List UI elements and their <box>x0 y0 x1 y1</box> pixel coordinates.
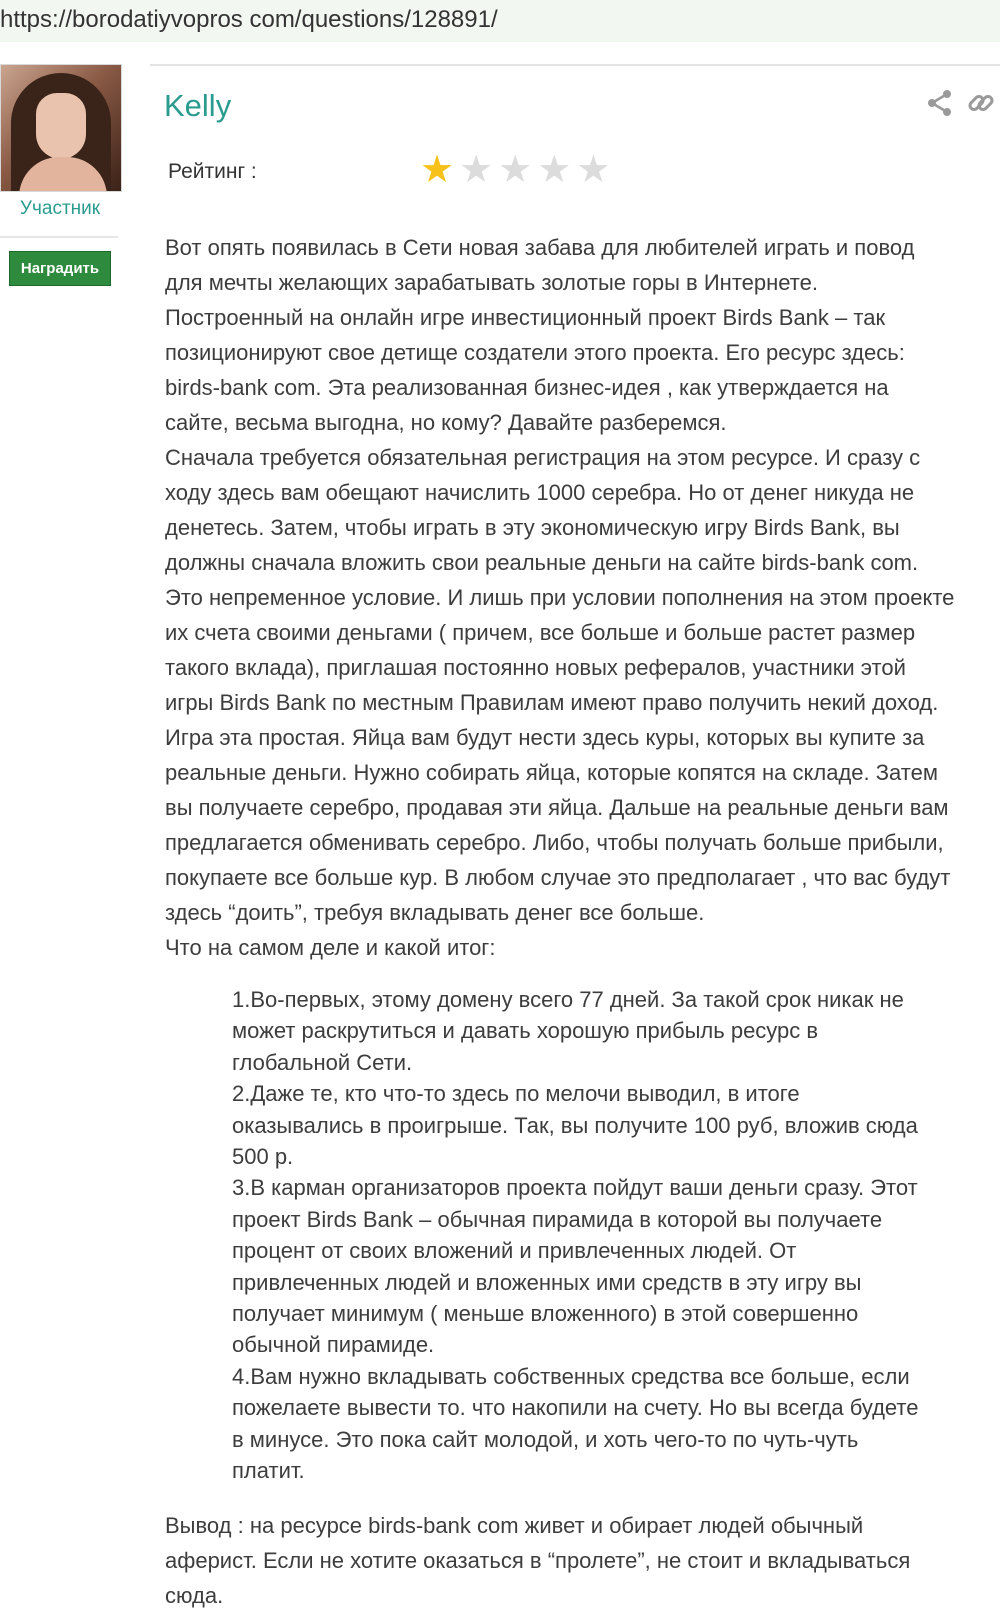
body-line: Сначала требуется обязательная регистрация на этом ресурсе. И сразу с <box>165 445 921 470</box>
body-line: их счета своими деньгами ( причем, все больше и больше растет размер <box>165 620 916 645</box>
body-line: такого вклада), приглашая постоянно новых рефералов, участники этой <box>165 655 906 680</box>
body-line: должны сначала вложить свои реальные деньги на сайте birds-bank com. <box>165 550 919 575</box>
star-icon[interactable]: ★ <box>576 149 611 191</box>
link-icon[interactable] <box>966 88 996 118</box>
body-line: предлагается обменивать серебро. Либо, чтобы получать больше прибыли, <box>165 830 944 855</box>
reward-button[interactable]: Наградить <box>9 251 111 286</box>
body-line: Это непременное условие. И лишь при условии пополнения на этом проекте <box>165 585 955 610</box>
share-icon[interactable] <box>925 88 955 118</box>
star-icon[interactable]: ★ <box>459 149 494 191</box>
body-line: игры Birds Bank по местным Правилам имеют право получить некий доход. <box>165 690 939 715</box>
list-line: получает минимум ( меньше вложенного) в этой совершенно <box>232 1301 859 1327</box>
star-icon[interactable]: ★ <box>420 149 455 191</box>
list-line: пожелаете вывести то. что накопили на счету. Но вы всегда будете <box>232 1395 919 1421</box>
header-divider <box>150 64 1000 66</box>
list-line: оказывались в проигрыше. Так, вы получите 100 руб, вложив сюда <box>232 1112 918 1138</box>
author-name[interactable]: Kelly <box>164 88 232 123</box>
list-line: обычной пирамиде. <box>232 1332 435 1358</box>
body-line: реальные деньги. Нужно собирать яйца, которые копятся на складе. Затем <box>165 760 938 785</box>
star-icon[interactable]: ★ <box>537 149 572 191</box>
rating-label: Рейтинг : <box>168 160 257 183</box>
body-line: Построенный на онлайн игре инвестиционный проект Birds Bank – так <box>165 305 886 330</box>
star-icon[interactable]: ★ <box>498 149 533 191</box>
list-line: может раскрутиться и давать хорошую прибыль ресурс в <box>232 1018 819 1044</box>
body-line: денетесь. Затем, чтобы играть в эту экономическую игру Birds Bank, вы <box>165 515 900 540</box>
conclusion-line: Вывод : на ресурсе birds-bank com живет и обирает людей обычный <box>165 1513 864 1538</box>
list-line: 2.Даже те, кто что-то здесь по мелочи выводил, в итоге <box>232 1081 800 1107</box>
body-line: birds-bank com. Эта реализованная бизнес-идея , как утверждается на <box>165 375 889 400</box>
list-line: 1.Во-первых, этому домену всего 77 дней. За такой срок никак не <box>232 987 904 1012</box>
body-line: вы получаете серебро, продавая эти яйца. Дальше на реальные деньги вам <box>165 795 949 820</box>
list-line: глобальной Сети. <box>232 1049 413 1075</box>
body-line: здесь “доить”, требуя вкладывать денег все больше. <box>165 900 705 925</box>
list-line: в минусе. Это пока сайт молодой, и хоть чего-то по чуть-чуть <box>232 1426 859 1452</box>
conclusion-line: аферист. Если не хотите оказаться в “пролете”, не стоит и вкладываться <box>165 1548 911 1573</box>
author-role: Участник <box>19 198 101 219</box>
conclusion-line: сюда. <box>165 1583 224 1608</box>
body-line: покупаете все больше кур. В любом случае это предполагает , что вас будут <box>165 865 951 890</box>
list-line: проект Birds Bank – обычная пирамида в которой вы получаете <box>232 1206 883 1232</box>
body-line: сайте, весьма выгодна, но кому? Давайте разберемся. <box>165 410 727 435</box>
address-bar[interactable] <box>0 0 1000 42</box>
body-line: ходу здесь вам обещают начислить 1000 серебра. Но от денег никуда не <box>165 480 915 505</box>
body-line: Что на самом деле и какой итог: <box>165 935 496 960</box>
list-line: 500 р. <box>232 1144 294 1170</box>
list-line: 3.В карман организаторов проекта пойдут ваши деньги сразу. Этот <box>232 1175 918 1201</box>
sidebar-divider <box>0 236 118 238</box>
body-line: Вот опять появилась в Сети новая забава для любителей играть и повод <box>165 235 915 260</box>
list-line: процент от своих вложений и привлеченных людей. От <box>232 1238 797 1264</box>
list-line: 4.Вам нужно вкладывать собственных средства все больше, если <box>232 1363 910 1389</box>
list-line: платит. <box>232 1458 305 1484</box>
post-body <box>165 230 1000 965</box>
list-line: привлеченных людей и вложенных ими средств в эту игру вы <box>232 1269 862 1295</box>
avatar-face <box>36 93 86 159</box>
post-conclusion <box>165 1508 1000 1613</box>
body-line: Игра эта простая. Яйца вам будут нести здесь куры, которых вы купите за <box>165 725 925 750</box>
rating-stars[interactable] <box>420 150 615 190</box>
avatar[interactable] <box>0 64 122 192</box>
body-line: позиционируют свое детище создатели этого проекта. Его ресурс здесь: <box>165 340 905 365</box>
address-url[interactable]: https://borodatiyvopros com/questions/128891/ <box>0 6 498 33</box>
body-line: для мечты желающих зарабатывать золотые горы в Интернете. <box>165 270 818 295</box>
post-list <box>232 984 1000 1487</box>
